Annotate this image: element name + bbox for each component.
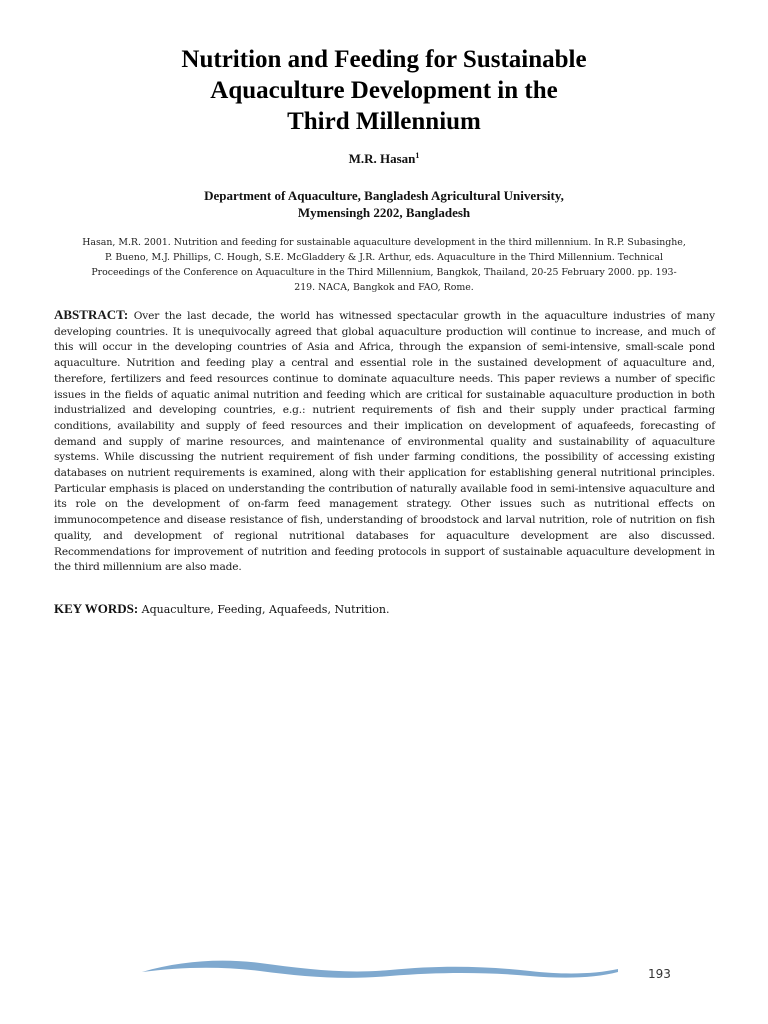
title-line: Nutrition and Feeding for Sustainable — [181, 46, 587, 73]
affiliation-line: Department of Aquaculture, Bangladesh Agricultural University, — [204, 188, 564, 203]
keywords — [54, 601, 715, 618]
citation-line: Proceedings of the Conference on Aquaculture in the Third Millennium, Bangkok, Thailand, 20-25 February 2000. pp. 193- — [91, 267, 677, 278]
paper-title — [84, 44, 684, 137]
affiliation-line: Mymensingh 2202, Bangladesh — [297, 205, 471, 220]
keywords-text: Aquaculture, Feeding, Aquafeeds, Nutrition. — [141, 603, 390, 616]
citation-line: P. Bueno, M.J. Phillips, C. Hough, S.E. McGladdery & J.R. Arthur, eds. Aquaculture in the Third Millennium. Technical — [104, 252, 664, 263]
abstract — [54, 307, 715, 576]
author-line — [84, 150, 684, 168]
citation-line: 219. NACA, Bangkok and FAO, Rome. — [294, 282, 474, 293]
title-line: Third Millennium — [287, 108, 481, 135]
author-name: M.R. Hasan — [348, 151, 416, 166]
abstract-text: Over the last decade, the world has witnessed spectacular growth in the aquaculture industries of many developing countries. It is unequivocally agreed that global aquaculture production will continue to increase, and much of this will occur in the developing countries of Asia and Africa, through the expansion of semi-intensive, small-scale pond aquaculture. Nutrition and feeding play a central and essential role in the sustained development of aquaculture and, therefore, fertilizers and feed resources continue to dominate aquaculture needs. This paper reviews a number of specific issues in the fields of aquatic animal nutrition and feeding which are critical for sustainable aquaculture production in both industrialized and developing countries, e.g.: nutrient requirements of fish and their supply under practical farming conditions, availability and supply of feed resources and their implication on development of aquafeeds, forecasting of demand and supply of marine resources, and maintenance of environmental quality and sustainability of aquaculture systems. While discussing the nutrient requirement of fish under farming conditions, the possibility of accessing existing databases on nutrient requirements is examined, along with their application for establishing general nutritional principles. Particular emphasis is placed on understanding the contribution of naturally available food in semi-intensive aquaculture and its role on the development of on-farm feed management strategy. Other issues such as nutritional effects on immunocompetence and disease resistance of fish, understanding of broodstock and larval nutrition, role of nutrition on fish quality, and development of regional nutritional databases for aquaculture development are also discussed. Recommendations for improvement of nutrition and feeding protocols in support of sustainable aquaculture development in the third millennium are also made. — [54, 310, 715, 574]
title-line: Aquaculture Development in the — [210, 77, 558, 104]
keywords-label: KEY WORDS: — [54, 601, 139, 616]
abstract-label: ABSTRACT: — [54, 307, 129, 322]
author-footnote-marker: 1 — [415, 151, 420, 160]
page-number: 193 — [648, 967, 671, 981]
wave-decoration — [140, 955, 620, 985]
citation-line: Hasan, M.R. 2001. Nutrition and feeding for sustainable aquaculture development in the third millennium. In R.P. Subasinghe, — [82, 237, 686, 248]
wave-shape — [142, 961, 618, 978]
affiliation — [84, 187, 684, 221]
citation — [56, 235, 712, 295]
